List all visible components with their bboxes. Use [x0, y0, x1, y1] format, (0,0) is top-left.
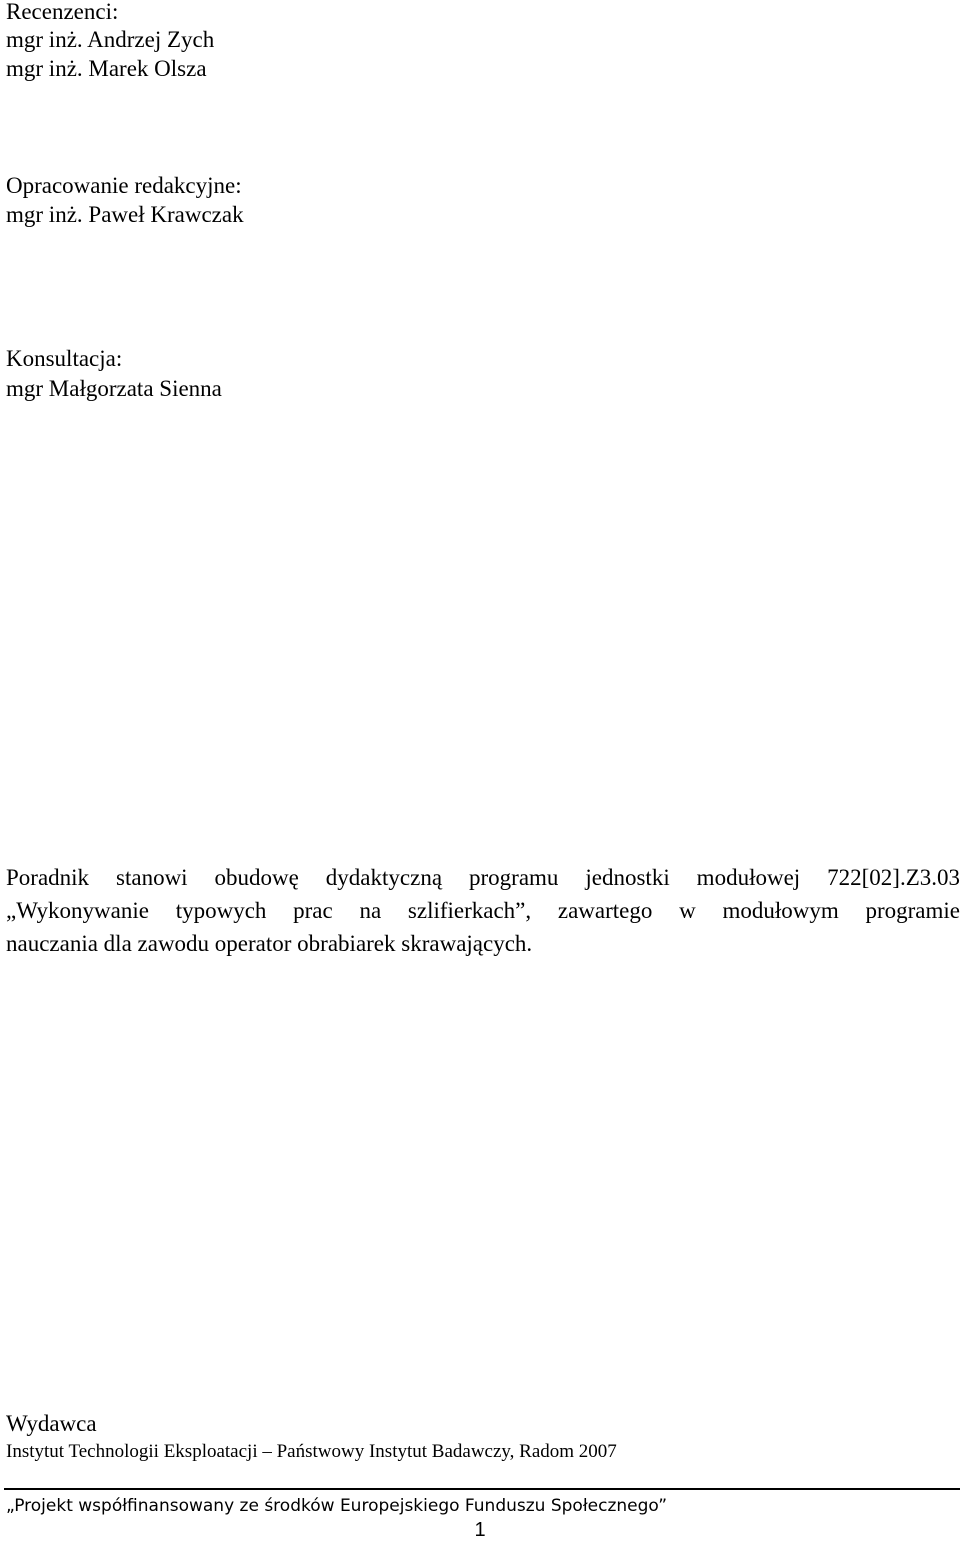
description-line: Poradnik stanowi obudowę dydaktyczną programu jednostki modułowej 722[02].Z3.03: [6, 865, 960, 890]
publisher-info: Instytut Technologii Eksploatacji – Państwowy Instytut Badawczy, Radom 2007: [6, 1441, 617, 1462]
reviewer-name: mgr inż. Marek Olsza: [6, 56, 207, 81]
description-line: „Wykonywanie typowych prac na szlifierkach”, zawartego w modułowym programie: [6, 898, 960, 923]
editor-name: mgr inż. Paweł Krawczak: [6, 202, 244, 227]
footer-divider: [4, 1488, 960, 1490]
publisher-label: Wydawca: [6, 1411, 97, 1436]
description-paragraph: [6, 861, 960, 960]
reviewer-name: mgr inż. Andrzej Zych: [6, 27, 215, 52]
consultant-name: mgr Małgorzata Sienna: [6, 376, 222, 401]
editorial-heading: Opracowanie redakcyjne:: [6, 173, 242, 198]
footer-funding-note: „Projekt współfinansowany ze środków Europejskiego Funduszu Społecznego”: [6, 1496, 668, 1516]
reviewers-heading: Recenzenci:: [6, 0, 119, 24]
description-line: nauczania dla zawodu operator obrabiarek skrawających.: [6, 931, 533, 956]
page-number: 1: [474, 1519, 486, 1541]
consultation-heading: Konsultacja:: [6, 346, 123, 371]
